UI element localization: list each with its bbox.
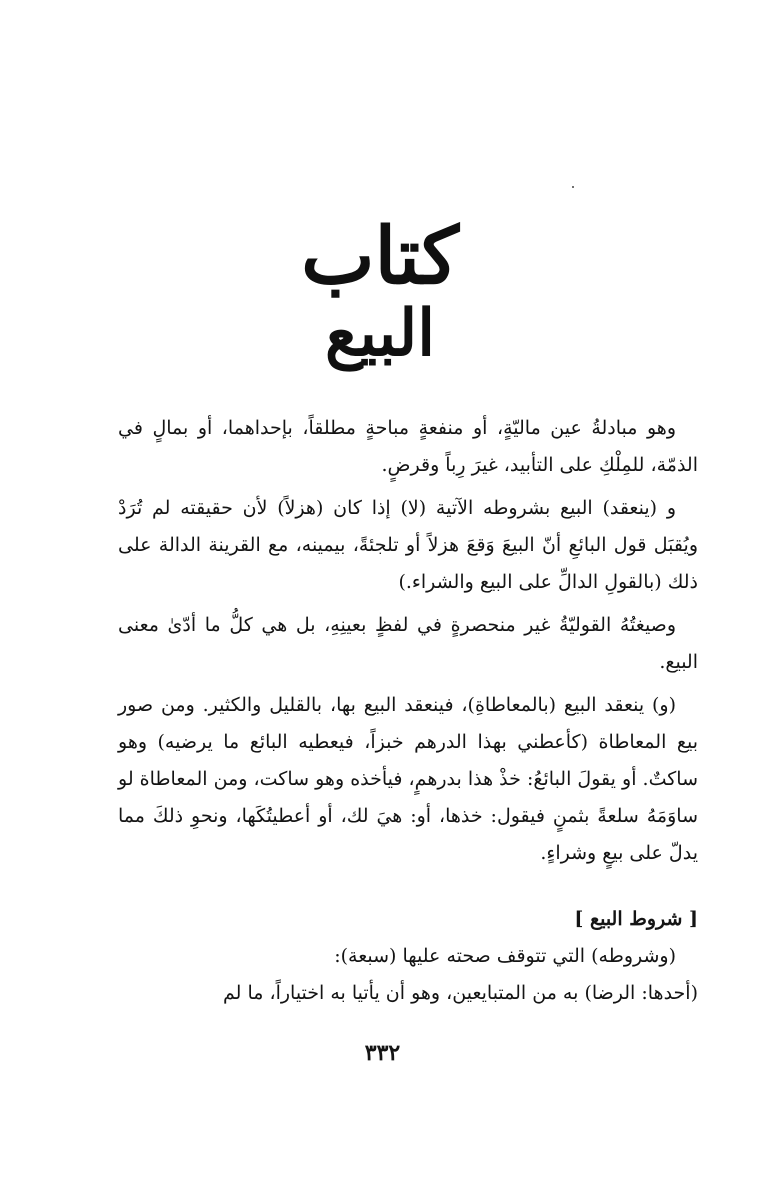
conditions-line-1: (وشروطه) التي تتوقف صحته عليها (سبعة): xyxy=(334,945,676,967)
print-speck xyxy=(572,186,574,188)
body-text xyxy=(118,410,698,878)
chapter-title-line-2: البيع xyxy=(325,296,435,371)
paragraph-formula: وصيغتُهُ القوليّةُ غير منحصرةٍ في لفظٍ بعينِهِ، بل هي كلُّ ما أدّىٰ معنى البيع. xyxy=(118,614,698,673)
chapter-title xyxy=(230,211,530,371)
chapter-title-line-1: كتاب xyxy=(301,211,459,302)
section-heading: [ شروط البيع ] xyxy=(574,908,698,930)
paragraph-contract: و (ينعقد) البيع بشروطه الآتية (لا) إذا كان (هزلاً) لأن حقيقته لم تُرَدْ ويُقبَل قول البائعِ أنّ البيعَ وَقعَ هزلاً أو تلجئةً، بيمينه، مع القرينة الدالة على ذلك (بالقولِ الدالِّ على البيع والشراء.) xyxy=(118,497,698,593)
paragraph-definition: وهو مبادلةُ عين ماليّةٍ، أو منفعةٍ مباحةٍ مطلقاً، بإحداهما، أو بمالٍ في الذمّة، للمِلْكِ على التأبيد، غيرَ رِباً وقرضٍ. xyxy=(118,417,698,476)
page-number: ٣٣٢ xyxy=(364,1040,401,1066)
paragraph-muataah: (و) ينعقد البيع (بالمعاطاةِ)، فينعقد البيع بها، بالقليل والكثير. ومن صور بيع المعاطاة (كأعطني بهذا الدرهم خبزاً، فيعطيه البائع ما يرضيه) وهو ساكتٌ. أو يقولَ البائعُ: خذْ هذا بدرهمٍ، فيأخذه وهو ساكت، ومن المعاطاة لو ساوَمَهُ سلعةً بثمنٍ فيقول: خذها، أو: هيَ لك، أو أعطيتُكَها، ونحوِ ذلكَ مما يدلّ على بيعٍ وشراءٍ. xyxy=(118,694,698,864)
conditions-text xyxy=(118,938,698,1012)
conditions-line-2: (أحدها: الرضا) به من المتبايعين، وهو أن يأتيا به اختياراً، ما لم xyxy=(222,982,698,1004)
